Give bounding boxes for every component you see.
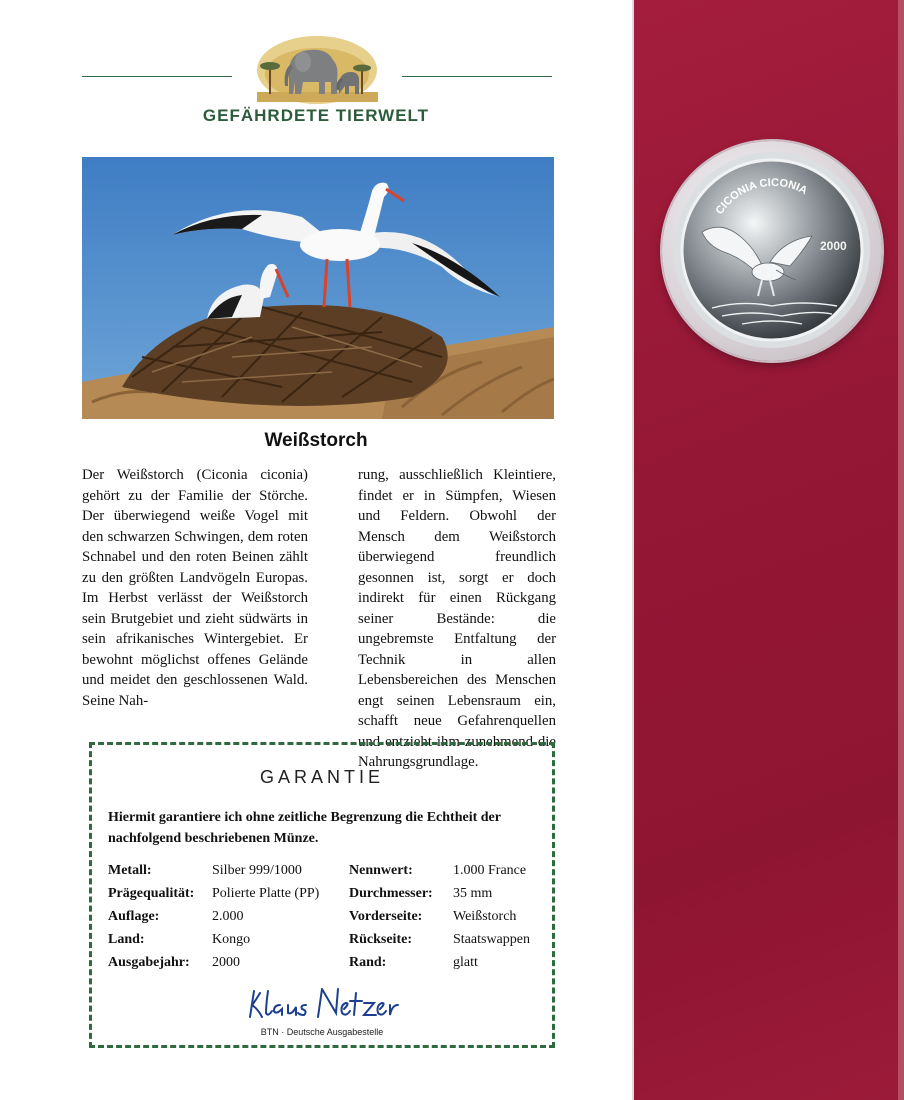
coin-year: 2000 bbox=[820, 239, 847, 253]
guarantee-box bbox=[89, 742, 555, 1048]
spec-label: Ausgabejahr: bbox=[108, 955, 190, 970]
spec-row bbox=[108, 882, 319, 905]
spec-label: Auflage: bbox=[108, 909, 160, 924]
spec-row bbox=[349, 859, 530, 882]
guarantee-title: GARANTIE bbox=[259, 767, 384, 787]
spec-label: Prägequalität: bbox=[108, 886, 195, 901]
series-title: GEFÄHRDETE TIERWELT bbox=[202, 106, 430, 125]
spec-label: Rand: bbox=[349, 955, 387, 970]
elephant-emblem bbox=[255, 30, 380, 105]
issuer-text: BTN · Deutsche Ausgabestelle bbox=[260, 1027, 384, 1037]
header-rule-right bbox=[402, 76, 552, 77]
article-title: Weißstorch bbox=[264, 430, 368, 451]
spec-row bbox=[108, 859, 319, 882]
spec-label: Durchmesser: bbox=[349, 886, 433, 901]
specs-left bbox=[108, 859, 319, 974]
spec-value: Kongo bbox=[212, 932, 251, 947]
article-column-right: rung, ausschließlich Kleintiere, findet er in Sümpfen, Wiesen und Feldern. Obwohl der Mensch dem Weißstorch überwiegend freundlich gesonnen ist, sorgt er doch indirekt für einen Rückgang seiner Bestände: die ungebremste Entfaltung der Technik in allen Lebensbereichen des Menschen engt seinen Lebensraum ein, schafft neue Gefahrenquellen und entzieht ihm zunehmend die Nahrungsgrundlage. bbox=[358, 467, 556, 770]
spec-value: Weißstorch bbox=[453, 909, 517, 924]
spec-row bbox=[349, 882, 530, 905]
spec-row bbox=[349, 951, 530, 974]
coin-legend-text: CICONIA CICONIA bbox=[713, 176, 810, 217]
spec-row bbox=[108, 928, 319, 951]
spec-label: Rückseite: bbox=[349, 932, 412, 947]
spec-label: Metall: bbox=[108, 863, 152, 878]
spec-label: Nennwert: bbox=[349, 863, 413, 878]
spec-value: 35 mm bbox=[453, 886, 493, 901]
spec-value: 2.000 bbox=[212, 909, 244, 924]
spec-row bbox=[349, 905, 530, 928]
spec-value: glatt bbox=[453, 955, 478, 970]
silver-coin bbox=[672, 150, 872, 350]
spec-value: Silber 999/1000 bbox=[212, 863, 302, 878]
spec-row bbox=[108, 905, 319, 928]
header-rule-left bbox=[82, 76, 232, 77]
spec-row bbox=[108, 951, 319, 974]
guarantee-text: Hiermit garantiere ich ohne zeitliche Begrenzung die Echtheit der nachfolgend beschriebenen Münze. bbox=[108, 810, 501, 846]
spec-label: Vorderseite: bbox=[349, 909, 423, 924]
spec-value: Polierte Platte (PP) bbox=[212, 886, 320, 901]
spec-value: 2000 bbox=[212, 955, 240, 970]
article-column-left: Der Weißstorch (Ciconia ciconia) gehört zu der Familie der Störche. Der überwiegend weiße Vogel mit den schwarzen Schwingen, dem roten Schnabel und den roten Beinen zählt zu den größten Landvögeln Europas. Im Herbst verlässt der Weißstorch sein Brutgebiet und zieht südwärts in sein afrikanisches Wintergebiet. Er bewohnt möglichst offenes Gelände und meidet den geschlossenen Wald. Seine Nah- bbox=[82, 467, 308, 709]
spec-value: Staatswappen bbox=[453, 932, 530, 947]
stork-photo bbox=[82, 157, 554, 419]
spec-label: Land: bbox=[108, 932, 145, 947]
spec-row bbox=[349, 928, 530, 951]
signature bbox=[240, 983, 400, 1023]
spec-value: 1.000 France bbox=[453, 863, 527, 878]
specs-right bbox=[349, 859, 530, 974]
sleeve-edge bbox=[898, 0, 904, 1100]
